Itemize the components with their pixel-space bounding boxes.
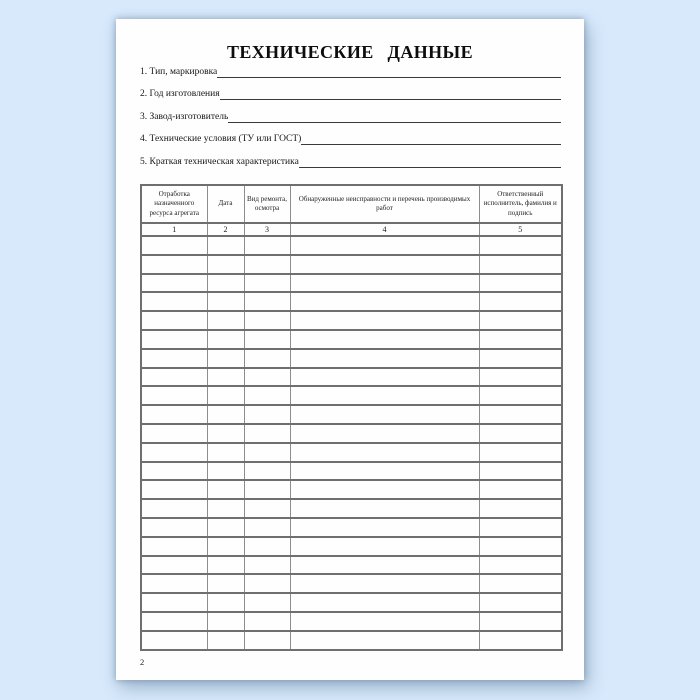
table-row bbox=[141, 368, 562, 387]
empty-cell bbox=[207, 518, 244, 537]
table-body bbox=[141, 236, 562, 650]
maintenance-table bbox=[140, 184, 563, 651]
table-row bbox=[141, 480, 562, 499]
empty-cell bbox=[141, 330, 207, 349]
empty-cell bbox=[207, 593, 244, 612]
empty-cell bbox=[207, 537, 244, 556]
column-number-cell: 2 bbox=[207, 223, 244, 236]
empty-cell bbox=[244, 386, 290, 405]
empty-cell bbox=[207, 556, 244, 575]
column-number-row bbox=[141, 223, 562, 236]
table-row bbox=[141, 386, 562, 405]
empty-cell bbox=[207, 274, 244, 293]
empty-cell bbox=[244, 518, 290, 537]
table-row bbox=[141, 537, 562, 556]
empty-cell bbox=[244, 537, 290, 556]
table-head bbox=[141, 185, 562, 236]
empty-cell bbox=[290, 405, 479, 424]
empty-cell bbox=[244, 311, 290, 330]
table-header-cell: Обнаруженные неисправности и перечень производимых работ bbox=[290, 185, 479, 223]
empty-cell bbox=[290, 480, 479, 499]
field-row bbox=[140, 123, 561, 146]
field-label: 1. Тип, маркировка bbox=[140, 66, 218, 77]
empty-cell bbox=[479, 255, 562, 274]
table-row bbox=[141, 631, 562, 650]
empty-cell bbox=[244, 255, 290, 274]
table-row bbox=[141, 518, 562, 537]
empty-cell bbox=[290, 556, 479, 575]
empty-cell bbox=[479, 631, 562, 650]
empty-cell bbox=[244, 330, 290, 349]
empty-cell bbox=[141, 462, 207, 481]
empty-cell bbox=[141, 443, 207, 462]
empty-cell bbox=[141, 349, 207, 368]
empty-cell bbox=[479, 405, 562, 424]
empty-cell bbox=[141, 311, 207, 330]
empty-cell bbox=[479, 443, 562, 462]
empty-cell bbox=[479, 612, 562, 631]
empty-cell bbox=[244, 612, 290, 631]
table-header-cell: Вид ремонта, осмотра bbox=[244, 185, 290, 223]
empty-cell bbox=[207, 330, 244, 349]
empty-cell bbox=[290, 311, 479, 330]
empty-cell bbox=[290, 236, 479, 255]
field-blank-line bbox=[228, 99, 561, 123]
empty-cell bbox=[479, 311, 562, 330]
empty-cell bbox=[141, 236, 207, 255]
header-row bbox=[141, 185, 562, 223]
empty-cell bbox=[207, 631, 244, 650]
empty-cell bbox=[207, 480, 244, 499]
table-row bbox=[141, 349, 562, 368]
table-row bbox=[141, 556, 562, 575]
table-row bbox=[141, 443, 562, 462]
document-page bbox=[116, 19, 584, 680]
table-row bbox=[141, 405, 562, 424]
empty-cell bbox=[244, 292, 290, 311]
empty-cell bbox=[207, 236, 244, 255]
empty-cell bbox=[207, 443, 244, 462]
empty-cell bbox=[479, 236, 562, 255]
empty-cell bbox=[479, 537, 562, 556]
empty-cell bbox=[207, 499, 244, 518]
empty-cell bbox=[244, 480, 290, 499]
field-row bbox=[140, 100, 561, 123]
table-row bbox=[141, 424, 562, 443]
empty-cell bbox=[207, 255, 244, 274]
empty-cell bbox=[290, 255, 479, 274]
table-row bbox=[141, 574, 562, 593]
table-row bbox=[141, 462, 562, 481]
empty-cell bbox=[141, 631, 207, 650]
empty-cell bbox=[207, 292, 244, 311]
empty-cell bbox=[244, 499, 290, 518]
column-number-cell: 1 bbox=[141, 223, 207, 236]
empty-cell bbox=[244, 368, 290, 387]
empty-cell bbox=[207, 574, 244, 593]
empty-cell bbox=[290, 499, 479, 518]
table-header-cell: Дата bbox=[207, 185, 244, 223]
empty-cell bbox=[141, 405, 207, 424]
empty-cell bbox=[290, 462, 479, 481]
empty-cell bbox=[207, 462, 244, 481]
empty-cell bbox=[244, 405, 290, 424]
empty-cell bbox=[207, 405, 244, 424]
table-row bbox=[141, 330, 562, 349]
field-row bbox=[140, 55, 561, 78]
empty-cell bbox=[141, 292, 207, 311]
empty-cell bbox=[479, 274, 562, 293]
empty-cell bbox=[479, 462, 562, 481]
empty-cell bbox=[141, 574, 207, 593]
empty-cell bbox=[479, 556, 562, 575]
empty-cell bbox=[244, 556, 290, 575]
table-row bbox=[141, 255, 562, 274]
empty-cell bbox=[479, 368, 562, 387]
empty-cell bbox=[290, 386, 479, 405]
empty-cell bbox=[290, 330, 479, 349]
table-row bbox=[141, 274, 562, 293]
empty-cell bbox=[141, 556, 207, 575]
table-row bbox=[141, 499, 562, 518]
table-row bbox=[141, 311, 562, 330]
empty-cell bbox=[141, 480, 207, 499]
empty-cell bbox=[290, 593, 479, 612]
empty-cell bbox=[141, 518, 207, 537]
empty-cell bbox=[290, 612, 479, 631]
empty-cell bbox=[207, 368, 244, 387]
empty-cell bbox=[244, 274, 290, 293]
empty-cell bbox=[207, 349, 244, 368]
table-section bbox=[140, 184, 563, 651]
table-header-cell: Ответственный исполнитель, фамилия и подпись bbox=[479, 185, 562, 223]
field-label: 2. Год изготовления bbox=[140, 89, 220, 99]
empty-cell bbox=[290, 537, 479, 556]
field-label: 3. Завод-изготовитель bbox=[140, 111, 229, 122]
empty-cell bbox=[479, 574, 562, 593]
empty-cell bbox=[141, 424, 207, 443]
empty-cell bbox=[141, 593, 207, 612]
empty-cell bbox=[290, 574, 479, 593]
empty-cell bbox=[244, 236, 290, 255]
empty-cell bbox=[207, 424, 244, 443]
field-row bbox=[140, 78, 561, 101]
empty-cell bbox=[141, 255, 207, 274]
page-title: ТЕХНИЧЕСКИЕ ДАННЫЕ bbox=[226, 42, 474, 62]
field-blank-line bbox=[301, 122, 561, 146]
empty-cell bbox=[290, 274, 479, 293]
empty-cell bbox=[479, 424, 562, 443]
empty-cell bbox=[290, 631, 479, 650]
field-row bbox=[140, 145, 561, 168]
empty-cell bbox=[479, 292, 562, 311]
empty-cell bbox=[244, 424, 290, 443]
empty-cell bbox=[479, 480, 562, 499]
empty-cell bbox=[290, 424, 479, 443]
empty-cell bbox=[290, 443, 479, 462]
empty-cell bbox=[207, 386, 244, 405]
table-row bbox=[141, 593, 562, 612]
empty-cell bbox=[479, 386, 562, 405]
table-row bbox=[141, 236, 562, 255]
empty-cell bbox=[290, 368, 479, 387]
empty-cell bbox=[141, 612, 207, 631]
empty-cell bbox=[141, 499, 207, 518]
empty-cell bbox=[141, 537, 207, 556]
field-blank-line bbox=[220, 77, 561, 101]
empty-cell bbox=[244, 593, 290, 612]
empty-cell bbox=[244, 631, 290, 650]
empty-cell bbox=[244, 349, 290, 368]
empty-cell bbox=[207, 311, 244, 330]
empty-cell bbox=[479, 499, 562, 518]
empty-cell bbox=[141, 368, 207, 387]
empty-cell bbox=[141, 274, 207, 293]
field-blank-line bbox=[299, 144, 561, 168]
table-header-cell: Отработка назначенного ресурса агрегата bbox=[141, 185, 207, 223]
empty-cell bbox=[290, 518, 479, 537]
empty-cell bbox=[479, 330, 562, 349]
fields-section bbox=[140, 55, 561, 168]
column-number-cell: 4 bbox=[290, 223, 479, 236]
empty-cell bbox=[244, 574, 290, 593]
empty-cell bbox=[290, 349, 479, 368]
empty-cell bbox=[479, 518, 562, 537]
empty-cell bbox=[141, 386, 207, 405]
column-number-cell: 5 bbox=[479, 223, 562, 236]
column-number-cell: 3 bbox=[244, 223, 290, 236]
table-row bbox=[141, 612, 562, 631]
empty-cell bbox=[244, 462, 290, 481]
empty-cell bbox=[207, 612, 244, 631]
field-label: 5. Краткая техническая характеристика bbox=[140, 156, 299, 167]
field-blank-line bbox=[217, 54, 561, 78]
empty-cell bbox=[244, 443, 290, 462]
empty-cell bbox=[290, 292, 479, 311]
empty-cell bbox=[479, 593, 562, 612]
field-label: 4. Технические условия (ТУ или ГОСТ) bbox=[140, 134, 302, 144]
table-row bbox=[141, 292, 562, 311]
empty-cell bbox=[479, 349, 562, 368]
page-number: 2 bbox=[140, 657, 145, 667]
